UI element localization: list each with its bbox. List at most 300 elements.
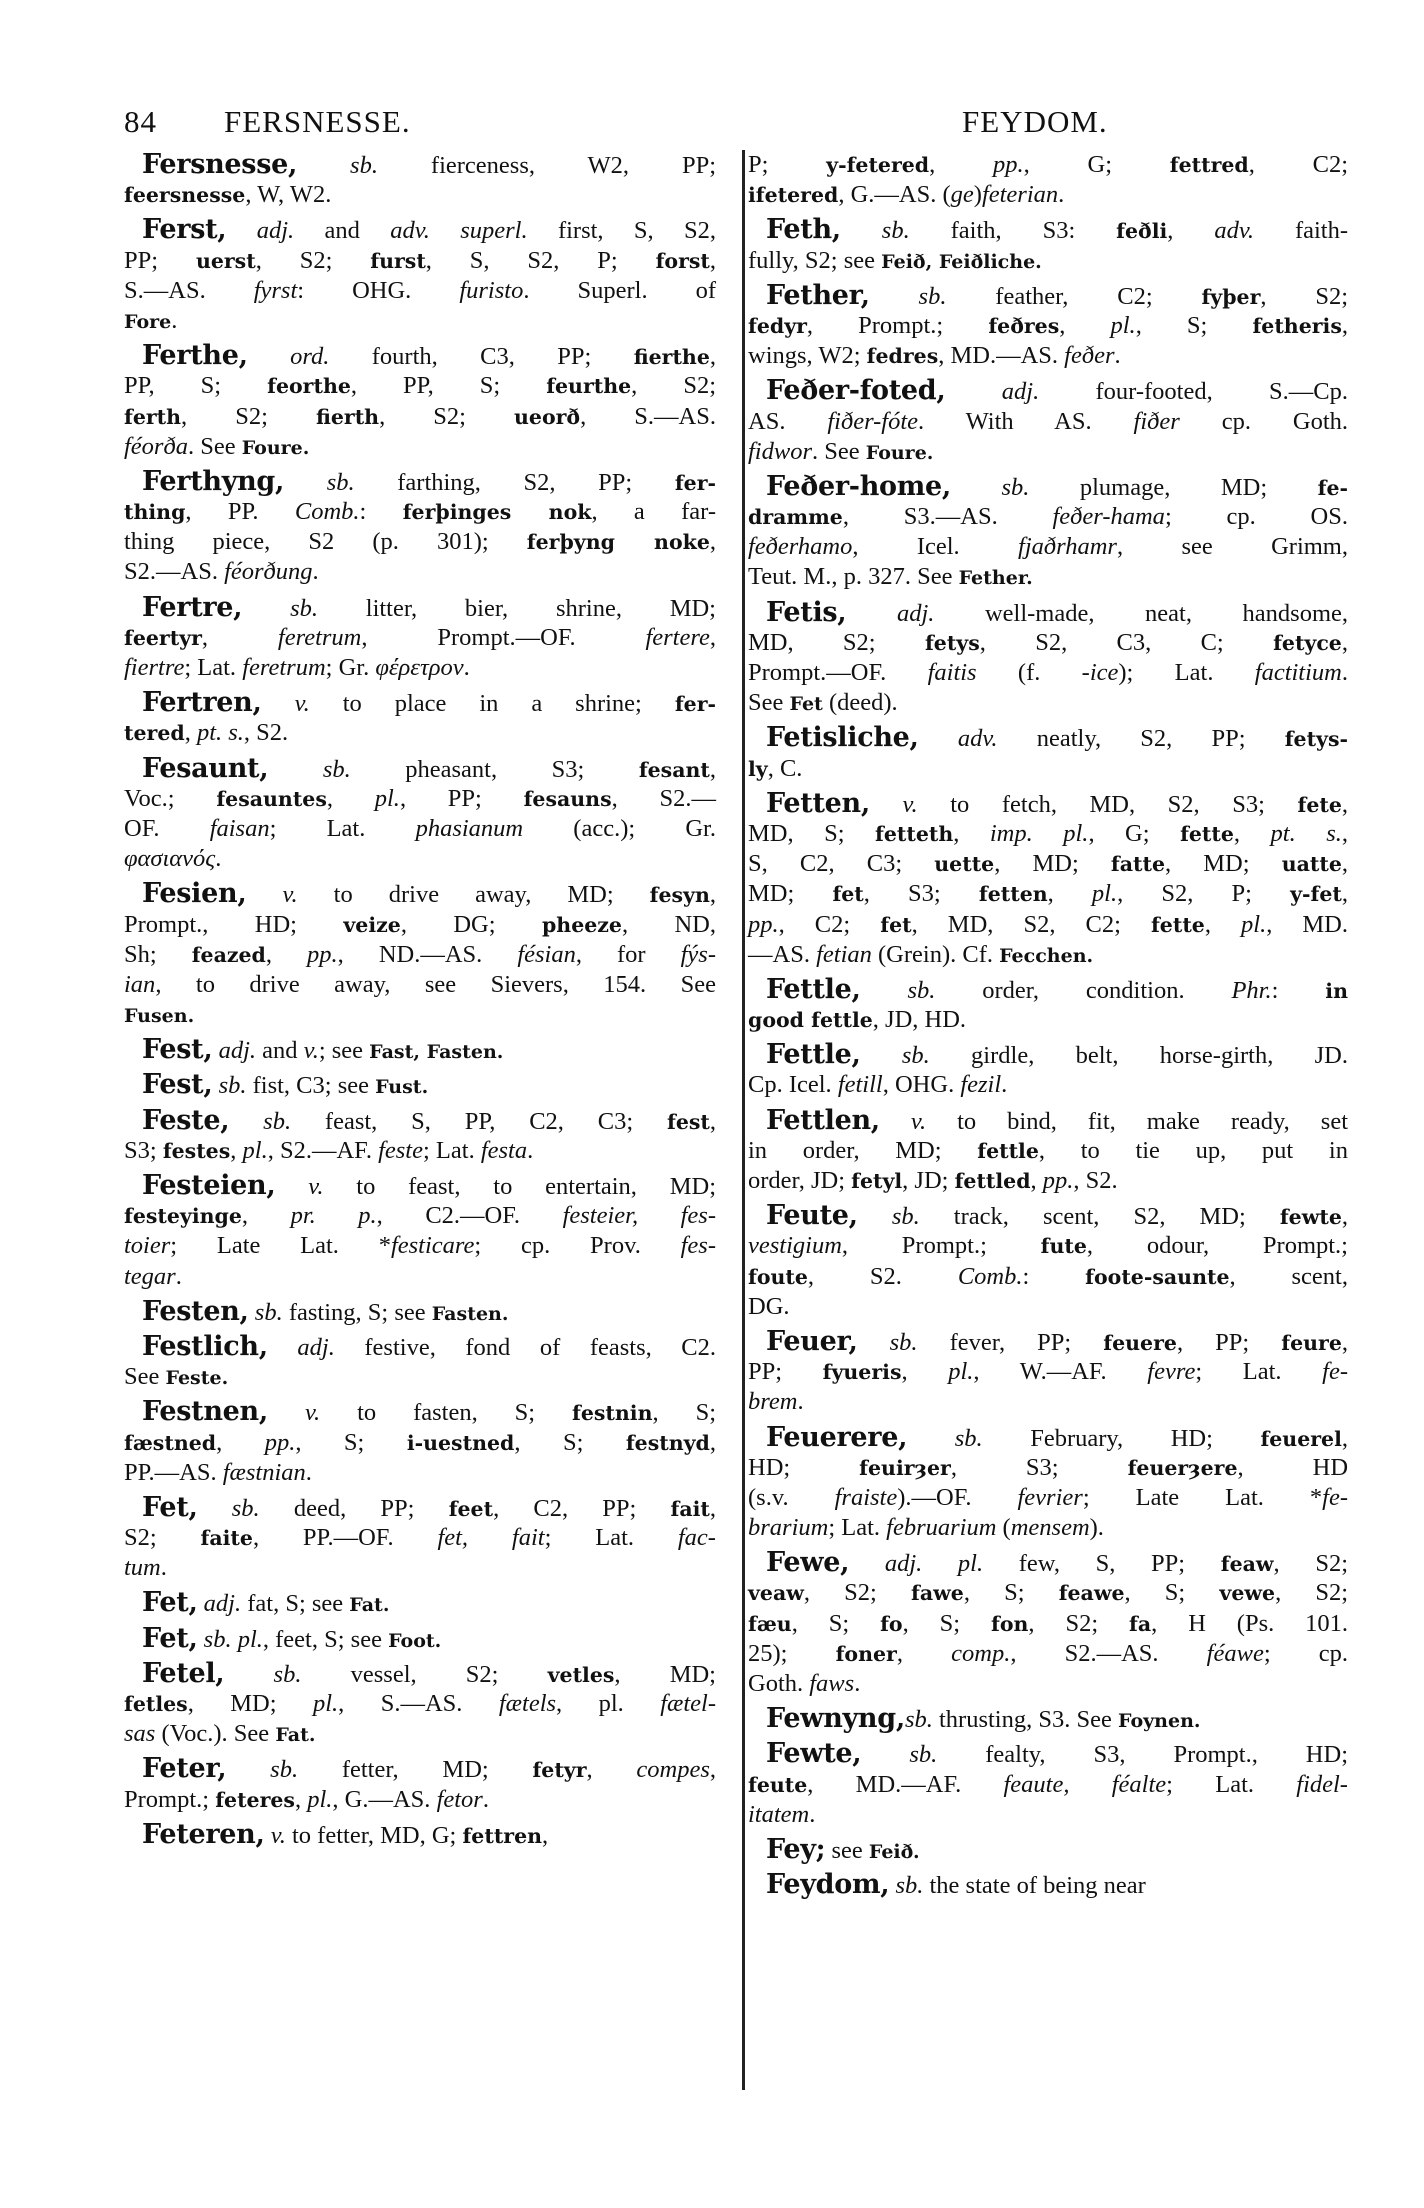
dictionary-entry — [748, 1327, 1348, 1418]
text: to drive away, MD; — [297, 881, 650, 909]
text: , S2; — [181, 402, 316, 430]
entry-line — [748, 1136, 1348, 1166]
text: MD; — [748, 880, 833, 908]
headword: Ferthe, — [142, 340, 248, 372]
entry-line — [124, 784, 716, 814]
entry-line — [124, 432, 716, 462]
variant-form: thing — [124, 500, 186, 525]
variant-form: vetles — [547, 1662, 615, 1687]
text: , ND.—AS. — [337, 940, 518, 968]
text: ; Lat. — [269, 814, 416, 842]
text — [226, 1756, 270, 1783]
text: , S2; — [255, 246, 371, 274]
italic-text: tum — [124, 1554, 161, 1582]
dictionary-entry — [124, 215, 716, 336]
text: ; Lat. — [422, 1136, 481, 1164]
left-guide-word: FERSNESSE. — [224, 104, 411, 139]
text: , C2; — [1248, 151, 1349, 178]
text: ; Late Lat. * — [1082, 1483, 1323, 1511]
headword: Fetten, — [766, 787, 870, 819]
variant-form: fetten — [978, 882, 1048, 907]
variant-form: fierth — [315, 404, 380, 429]
text: thrusting, S3. See — [932, 1706, 1118, 1734]
text: , S3; — [863, 880, 979, 908]
entry-line — [748, 598, 1348, 628]
text — [945, 378, 1001, 405]
entry-line — [124, 180, 716, 210]
dictionary-entry — [748, 1040, 1348, 1100]
text: order, condition. — [935, 976, 1232, 1004]
variant-form: uette — [934, 852, 995, 877]
text: fully, S2; see — [748, 246, 882, 274]
text: , S; — [791, 1609, 881, 1637]
headword: Fettle, — [766, 973, 861, 1005]
text: , C2, PP; — [493, 1494, 671, 1522]
text: P; — [748, 151, 827, 178]
text: , MD.—AS. — [938, 342, 1065, 370]
italic-text: feretrum — [242, 654, 326, 681]
italic-text: féorða — [124, 432, 188, 460]
text: , — [709, 1428, 716, 1456]
text: , MD; — [187, 1690, 313, 1717]
entry-line — [124, 623, 716, 653]
text: few, S, PP; — [983, 1550, 1221, 1578]
text: , MD. — [1266, 910, 1348, 938]
text: fever, PP; — [917, 1328, 1104, 1356]
text: , to tie up, put in — [1038, 1136, 1348, 1164]
entry-line — [124, 844, 716, 874]
variant-form: foner — [835, 1641, 897, 1666]
entry-line — [748, 1639, 1348, 1669]
cross-reference: Feið. — [868, 1840, 920, 1863]
text: S3; — [124, 1136, 163, 1164]
headword: Fetel, — [142, 1657, 225, 1689]
italic-text: faisan — [209, 814, 270, 842]
text: , — [709, 1494, 717, 1522]
text: (Grein). Cf. — [871, 940, 1000, 968]
headword: Fey; — [766, 1833, 826, 1865]
italic-text: adj. pl. — [884, 1550, 984, 1578]
cross-reference: Feste. — [165, 1367, 229, 1390]
text — [861, 977, 908, 1004]
text: , — [230, 1136, 243, 1164]
text: ; Lat. — [828, 1514, 887, 1542]
variant-form: feuerȝere — [1127, 1455, 1238, 1480]
variant-form: veize — [343, 912, 401, 937]
variant-form: feteres — [215, 1787, 295, 1812]
headword: Festen, — [142, 1295, 249, 1327]
text — [870, 791, 903, 818]
text: , ND, — [621, 910, 717, 938]
italic-text: fertere — [645, 623, 710, 651]
italic-text: sb. — [231, 1494, 260, 1522]
text: neatly, S2, PP; — [997, 725, 1285, 753]
entry-line — [748, 407, 1348, 437]
headword: Fettlen, — [766, 1104, 880, 1136]
variant-form: foote-saunte — [1085, 1264, 1230, 1289]
text — [849, 1550, 885, 1577]
text: , S; — [514, 1428, 626, 1456]
text: wings, W2; — [748, 342, 867, 370]
italic-text: fezil — [960, 1071, 1002, 1099]
text — [246, 881, 282, 908]
variant-form: veaw — [748, 1581, 804, 1606]
variant-form: festeyinge — [124, 1204, 242, 1229]
text: MD, S; — [748, 819, 876, 847]
entry-line — [748, 150, 1348, 180]
dictionary-entry — [748, 1835, 1348, 1865]
entry-line — [748, 1387, 1348, 1417]
italic-text: ge — [950, 181, 974, 209]
text: . — [854, 1670, 861, 1697]
text — [198, 1495, 232, 1522]
text: . — [797, 1388, 804, 1416]
entry-line — [124, 970, 716, 1000]
variant-form: fait — [670, 1496, 710, 1521]
italic-text: Comb. — [294, 498, 360, 526]
text: S.—AS. — [124, 276, 254, 304]
text: , DG; — [400, 910, 542, 938]
text: . — [527, 1136, 534, 1164]
variant-form: ferth — [124, 404, 182, 429]
entry-line — [748, 1770, 1348, 1800]
dictionary-entry — [748, 1870, 1348, 1900]
text: , — [1059, 311, 1111, 339]
text: , — [709, 1756, 717, 1784]
variant-form: festnin — [572, 1401, 653, 1426]
text: , PP; — [1176, 1328, 1282, 1356]
text — [861, 1042, 902, 1069]
italic-text: feste — [378, 1136, 423, 1164]
italic-text: pt. s. — [1270, 819, 1342, 847]
entry-line — [124, 910, 716, 940]
entry-line — [124, 653, 716, 683]
entry-line — [748, 688, 1348, 718]
text — [268, 1334, 298, 1361]
text: , MD; — [994, 850, 1111, 878]
dictionary-entry — [748, 1704, 1348, 1734]
dictionary-entry — [748, 1106, 1348, 1197]
text: fist, C3; see — [246, 1072, 376, 1100]
variant-form: fette — [1150, 912, 1205, 937]
entry-line — [748, 789, 1348, 819]
text: , S2; — [379, 402, 515, 430]
text: , W.—AF. — [973, 1358, 1148, 1386]
entry-line — [124, 1106, 716, 1136]
italic-text: sb. — [270, 1756, 299, 1784]
text: (s.v. — [748, 1483, 835, 1511]
italic-text: fevrier — [1017, 1483, 1083, 1511]
dictionary-entry — [124, 1397, 716, 1488]
entry-line — [124, 1659, 716, 1689]
italic-text: februarium — [886, 1514, 997, 1542]
variant-form: dramme — [748, 505, 843, 530]
italic-text: sb. — [954, 1424, 983, 1452]
italic-text: feretrum — [277, 623, 362, 651]
text: , — [709, 343, 717, 371]
text: , OHG. — [882, 1071, 961, 1099]
dictionary-entry — [124, 1106, 716, 1166]
entry-line — [748, 940, 1348, 970]
text: ); Lat. — [1118, 659, 1255, 686]
text: , HD — [1237, 1453, 1349, 1481]
cross-reference: Fust. — [375, 1076, 429, 1099]
entry-line — [124, 1362, 716, 1392]
text: plumage, MD; — [1029, 473, 1318, 501]
headword: Festeien, — [142, 1170, 276, 1201]
italic-text: adv. — [1214, 217, 1255, 245]
text: ) — [973, 181, 982, 209]
dictionary-entry — [748, 789, 1348, 970]
text — [919, 725, 958, 752]
italic-text: imp. pl. — [989, 819, 1089, 847]
entry-line — [124, 1588, 716, 1618]
text — [284, 469, 327, 496]
text: fierceness, W2, PP; — [377, 152, 716, 179]
variant-form: feðli — [1116, 219, 1168, 244]
text: ; see — [318, 1037, 370, 1065]
text: fat, S; see — [241, 1590, 350, 1618]
variant-form: feet — [448, 1496, 494, 1521]
text — [858, 1329, 890, 1356]
italic-text: brarium — [748, 1514, 829, 1542]
variant-form: fest — [667, 1109, 710, 1134]
entry-line — [124, 814, 716, 844]
italic-text: adj. — [203, 1590, 242, 1618]
text: , S; — [1135, 311, 1253, 339]
dictionary-entry — [124, 1332, 716, 1392]
variant-form: fon — [991, 1611, 1029, 1636]
text: . — [305, 1458, 312, 1486]
italic-text: toier — [124, 1232, 171, 1260]
italic-text: fetill — [837, 1071, 883, 1099]
variant-form: feuirȝer — [859, 1455, 951, 1480]
variant-form: ferþyng noke — [526, 530, 710, 555]
variant-form: foute — [748, 1264, 808, 1289]
text: . — [1001, 1071, 1008, 1099]
italic-text: sb. — [326, 468, 355, 496]
entry-line — [124, 1171, 716, 1201]
dictionary-entry — [748, 1739, 1348, 1830]
italic-text: φέρετρον — [375, 654, 464, 681]
italic-text: v. — [308, 1173, 324, 1200]
italic-text: fýs- — [680, 940, 716, 968]
entry-line — [748, 1327, 1348, 1357]
variant-form: fetheris — [1252, 313, 1342, 338]
text: , PP. — [185, 498, 295, 526]
dictionary-entry — [124, 1588, 716, 1618]
variant-form: fo — [880, 1611, 903, 1636]
text: order, JD; — [748, 1167, 852, 1194]
italic-text: sb. — [889, 1328, 918, 1356]
cross-reference: Fusen. — [124, 1005, 195, 1028]
variant-form: fet — [832, 882, 864, 907]
text: Prompt., HD; — [124, 910, 344, 938]
variant-form: ferþinges nok — [402, 500, 592, 525]
entry-line — [748, 502, 1348, 532]
text: , — [953, 819, 990, 847]
text: , S3.—AS. — [842, 503, 1053, 531]
italic-text: fet, fait — [437, 1524, 545, 1552]
right-column — [748, 150, 1348, 1905]
text: , — [294, 1785, 308, 1813]
text: , Prompt.; — [841, 1232, 1041, 1260]
dictionary-entry — [124, 341, 716, 462]
entry-line — [124, 1262, 716, 1292]
text: . See — [187, 432, 242, 460]
text: : OHG. — [297, 276, 460, 304]
headword: Feðer-foted, — [766, 375, 946, 407]
text: . Superl. of — [523, 276, 717, 304]
text — [846, 600, 897, 627]
italic-text: fe- — [1322, 1358, 1348, 1386]
text: , G.—AS. ( — [838, 181, 951, 209]
text: , a far- — [591, 498, 716, 526]
entry-line — [748, 1483, 1348, 1513]
text: thing piece, S2 (p. 301); — [124, 528, 527, 556]
dictionary-entry — [124, 1820, 716, 1850]
variant-form: faite — [200, 1526, 253, 1551]
variant-form: fatte — [1110, 852, 1165, 877]
italic-text: faws — [809, 1670, 855, 1697]
text: , — [201, 623, 278, 651]
italic-text: tegar — [124, 1262, 176, 1290]
entry-line — [124, 557, 716, 587]
text — [242, 595, 290, 622]
text: fasting, S; see — [282, 1298, 432, 1326]
text: ).—OF. — [897, 1483, 1018, 1511]
text: Sh; — [124, 940, 192, 968]
entry-line — [124, 1136, 716, 1166]
entry-line — [748, 532, 1348, 562]
italic-text: pp. — [307, 940, 338, 968]
entry-line — [124, 527, 716, 557]
text: . — [160, 1554, 167, 1582]
headword: Feute, — [766, 1200, 858, 1232]
text: , W, W2. — [245, 181, 332, 209]
text: , feet, S; see — [262, 1625, 389, 1653]
text: girdle, belt, horse-girth, JD. — [929, 1042, 1348, 1070]
italic-text: adv. — [957, 725, 998, 753]
text: , — [241, 1202, 291, 1230]
italic-text: sb. — [350, 152, 378, 179]
headword: Fersnesse, — [142, 149, 298, 180]
text: , — [896, 1639, 952, 1667]
variant-form: feurthe — [546, 374, 632, 399]
variant-form: fe- — [1317, 475, 1348, 500]
text — [951, 474, 1001, 501]
text: (deed). — [822, 689, 898, 717]
variant-form: fetys — [924, 630, 980, 655]
entry-line — [124, 341, 716, 371]
text: . — [1058, 181, 1065, 209]
text: , to drive away, see Sievers, 154. See — [155, 970, 716, 998]
italic-text: ord. — [290, 343, 330, 371]
text: . — [463, 654, 470, 681]
right-guide-word: FEYDOM. — [962, 104, 1108, 139]
cross-reference: Fore — [124, 310, 172, 333]
variant-form: festes — [162, 1138, 231, 1163]
text: , H (Ps. 101. — [1151, 1609, 1349, 1637]
entry-line — [748, 1166, 1348, 1196]
text: 25); — [748, 1639, 836, 1667]
italic-text: adj. — [218, 1037, 257, 1065]
dictionary-entry — [748, 1548, 1348, 1699]
italic-text: festicare — [390, 1232, 475, 1260]
entry-line — [124, 593, 716, 623]
italic-text: féorðung — [224, 558, 313, 586]
dictionary-entry — [124, 1070, 716, 1100]
italic-text: pp. — [748, 910, 779, 938]
variant-form: fedyr — [748, 313, 807, 338]
entry-line — [748, 246, 1348, 276]
entry-line — [124, 1458, 716, 1488]
text: , S; — [652, 1399, 717, 1427]
text: February, HD; — [982, 1424, 1261, 1452]
text: , — [1047, 880, 1092, 908]
italic-text: Phr. — [1231, 976, 1272, 1004]
headword: Festlich, — [142, 1330, 268, 1362]
text: see — [825, 1836, 869, 1864]
entry-line — [748, 1106, 1348, 1136]
text: ( — [996, 1514, 1011, 1542]
italic-text: fes- — [680, 1232, 716, 1260]
entry-line — [748, 311, 1348, 341]
text: , Prompt.; — [806, 311, 989, 339]
entry-line — [748, 1005, 1348, 1035]
text: , — [1233, 819, 1271, 847]
left-column — [124, 150, 716, 1855]
text: ; Gr. — [325, 654, 376, 681]
italic-text: sb. — [290, 594, 318, 622]
text: (Voc.). See — [155, 1720, 276, 1748]
text: , for — [575, 940, 681, 968]
entry-line — [748, 658, 1348, 688]
text: to place in a shrine; — [309, 690, 675, 718]
text: S, C2, C3; — [748, 850, 935, 878]
dictionary-entry — [124, 467, 716, 588]
text: fourth, C3, PP; — [329, 343, 634, 371]
text: well-made, neat, handsome, — [934, 599, 1348, 627]
text: ; Lat. — [544, 1524, 678, 1552]
text: HD; — [748, 1453, 860, 1481]
variant-form: fæu — [748, 1611, 792, 1636]
variant-form: fer- — [674, 470, 716, 495]
entry-line — [124, 688, 716, 718]
text: . — [482, 1785, 489, 1813]
variant-form: y-fetered — [826, 153, 930, 177]
column-divider — [742, 150, 745, 2090]
text: , pl. — [556, 1690, 661, 1717]
variant-form: fesauns — [523, 786, 612, 811]
text: fetter, MD; — [298, 1756, 533, 1784]
italic-text: sb. — [904, 1706, 933, 1734]
text: , S2; — [631, 372, 717, 400]
variant-form: fierthe — [633, 345, 710, 370]
cross-reference: Feið, Feiðliche. — [881, 250, 1042, 273]
headword: Feteren, — [142, 1818, 265, 1850]
entry-line — [748, 1669, 1348, 1699]
text — [229, 1108, 263, 1135]
variant-form: fedres — [866, 344, 939, 369]
italic-text: fiðer-fóte — [827, 407, 919, 435]
text: . See — [812, 437, 866, 465]
text: in order, MD; — [748, 1136, 978, 1164]
text: , S; — [902, 1609, 991, 1637]
italic-text: fac- — [677, 1524, 716, 1552]
text: PP, S; — [124, 372, 268, 400]
variant-form: furst — [370, 248, 426, 273]
